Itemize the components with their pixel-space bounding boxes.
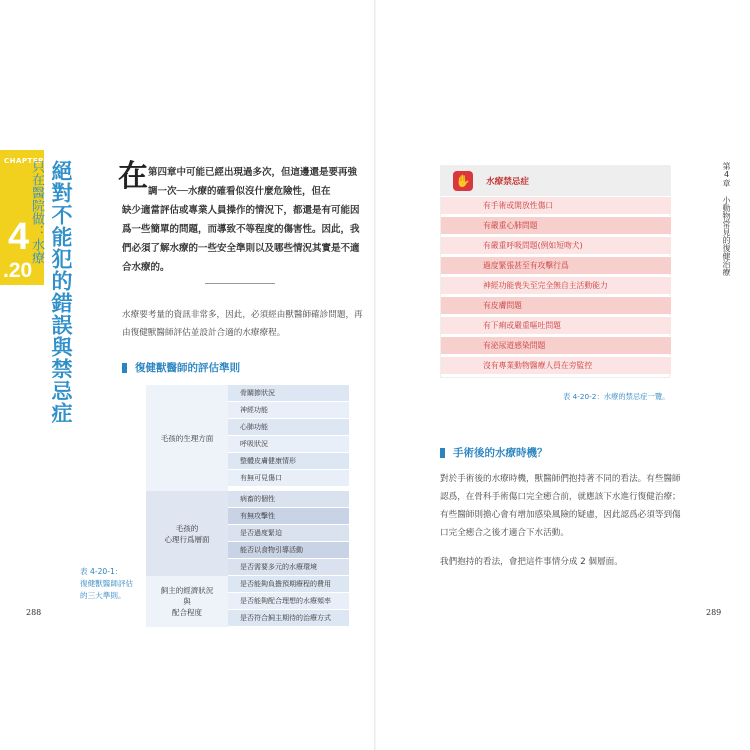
section-heading-text: 復健獸醫師的評估準則 <box>135 362 240 374</box>
contraindication-row: 有手術或開放性傷口 <box>441 196 671 214</box>
page-number-left: 288 <box>26 608 42 617</box>
heading-bar <box>440 448 445 458</box>
heading-bar <box>122 363 127 373</box>
assessment-category: 毛孩的 心理行爲層面 <box>146 491 228 576</box>
contraindication-title: 水療禁忌症 <box>486 177 529 187</box>
section-heading-right-text: 手術後的水療時機？ <box>453 447 548 459</box>
section-divider <box>205 283 275 284</box>
contraindication-row: 有嚴重呼吸問題(例如短吻犬) <box>441 236 671 254</box>
assessment-item: 呼吸狀況 <box>228 436 349 453</box>
assessment-table <box>146 385 349 622</box>
assessment-item: 是否過度緊迫 <box>228 525 349 542</box>
assessment-item: 能否以食物引導活動 <box>228 542 349 559</box>
page-gutter <box>374 0 376 750</box>
assessment-item: 心肺功能 <box>228 419 349 436</box>
contraindication-table <box>440 165 670 378</box>
contraindication-row: 過度緊張甚至有攻擊行爲 <box>441 256 671 274</box>
assessment-item: 病畜的個性 <box>228 491 349 508</box>
chapter-word: CHAPTER <box>4 157 44 165</box>
section-heading-right <box>440 445 548 460</box>
assessment-item: 是否能夠負擔預期療程的費用 <box>228 576 349 593</box>
running-head: 第4章 小動物常見的復健治療 <box>722 162 731 276</box>
contraindication-row: 沒有專業動物醫療人員在旁監控 <box>441 356 671 374</box>
assessment-item: 是否需要多元的水療環境 <box>228 559 349 576</box>
chapter-subnumber: .20 <box>3 259 33 282</box>
body-paragraph-right: 對於手術後的水療時機，獸醫師們抱持著不同的看法。有些醫師認爲，在骨科手術傷口完全癒合前，就應該下水進行復健治療；有些醫師則擔心會有增加感染風險的疑慮，因此認爲必須等到傷口完全癒合之後才適合下水活動。 <box>440 474 681 538</box>
contraindication-row: 有嚴重心肺問題 <box>441 216 671 234</box>
table-caption-left: 表 4-20-1： 復健獸醫師評估 的三大準則。 <box>80 567 134 600</box>
assessment-item: 骨關節狀況 <box>228 385 349 402</box>
assessment-category: 毛孩的生理方面 <box>146 385 228 491</box>
contraindication-row: 神經功能喪失至完全無自主活動能力 <box>441 276 671 294</box>
contraindication-row: 有下痢或嚴重嘔吐問題 <box>441 316 671 334</box>
assessment-item: 整體皮膚健康情形 <box>228 453 349 470</box>
page-number-right: 289 <box>706 608 722 617</box>
contraindication-row: 有泌尿道感染問題 <box>441 336 671 354</box>
section-heading <box>122 360 240 375</box>
table-caption-right: 表 4-20-2：水療的禁忌症一覽。 <box>563 392 670 401</box>
chapter-subtitle: 只在醫院做：水療 <box>29 160 44 264</box>
contraindication-row: 有皮膚問題 <box>441 296 671 314</box>
chapter-number: 4 <box>8 216 30 258</box>
drop-cap: 在 <box>118 159 148 194</box>
chapter-title: 絕對不能犯的錯誤與禁忌症 <box>49 160 73 424</box>
intro-lead: 第四章中可能已經出現過多次，但這邊還是要再強調一次──水療的確看似沒什麼危險性，但在 <box>148 167 358 197</box>
assessment-category: 飼主的經濟狀況 與 配合程度 <box>146 576 228 627</box>
assessment-item: 是否能夠配合理想的水療頻率 <box>228 593 349 610</box>
contraindication-header <box>441 166 671 196</box>
stop-hand-icon: ✋ <box>453 171 473 191</box>
assessment-item: 是否符合飼主期待的治療方式 <box>228 610 349 627</box>
intro-paragraph: 缺少適當評估或專業人員操作的情況下，都還是有可能因爲一些簡單的問題，而導致不等程度的傷害性。因此，我們必須了解水療的一些安全準則以及哪些情況其實是不適合水療的。 <box>122 205 360 273</box>
assessment-item: 有無攻擊性 <box>228 508 349 525</box>
body-paragraph: 水療要考量的資訊非常多，因此，必須經由獸醫師確診問題，再由復健獸醫師評估並設計合適的水療療程。 <box>122 310 363 338</box>
assessment-item: 有無可見傷口 <box>228 470 349 487</box>
assessment-item: 神經功能 <box>228 402 349 419</box>
body-paragraph-right-2: 我們抱持的看法，會把這件事情分成 2 個層面。 <box>440 557 623 567</box>
